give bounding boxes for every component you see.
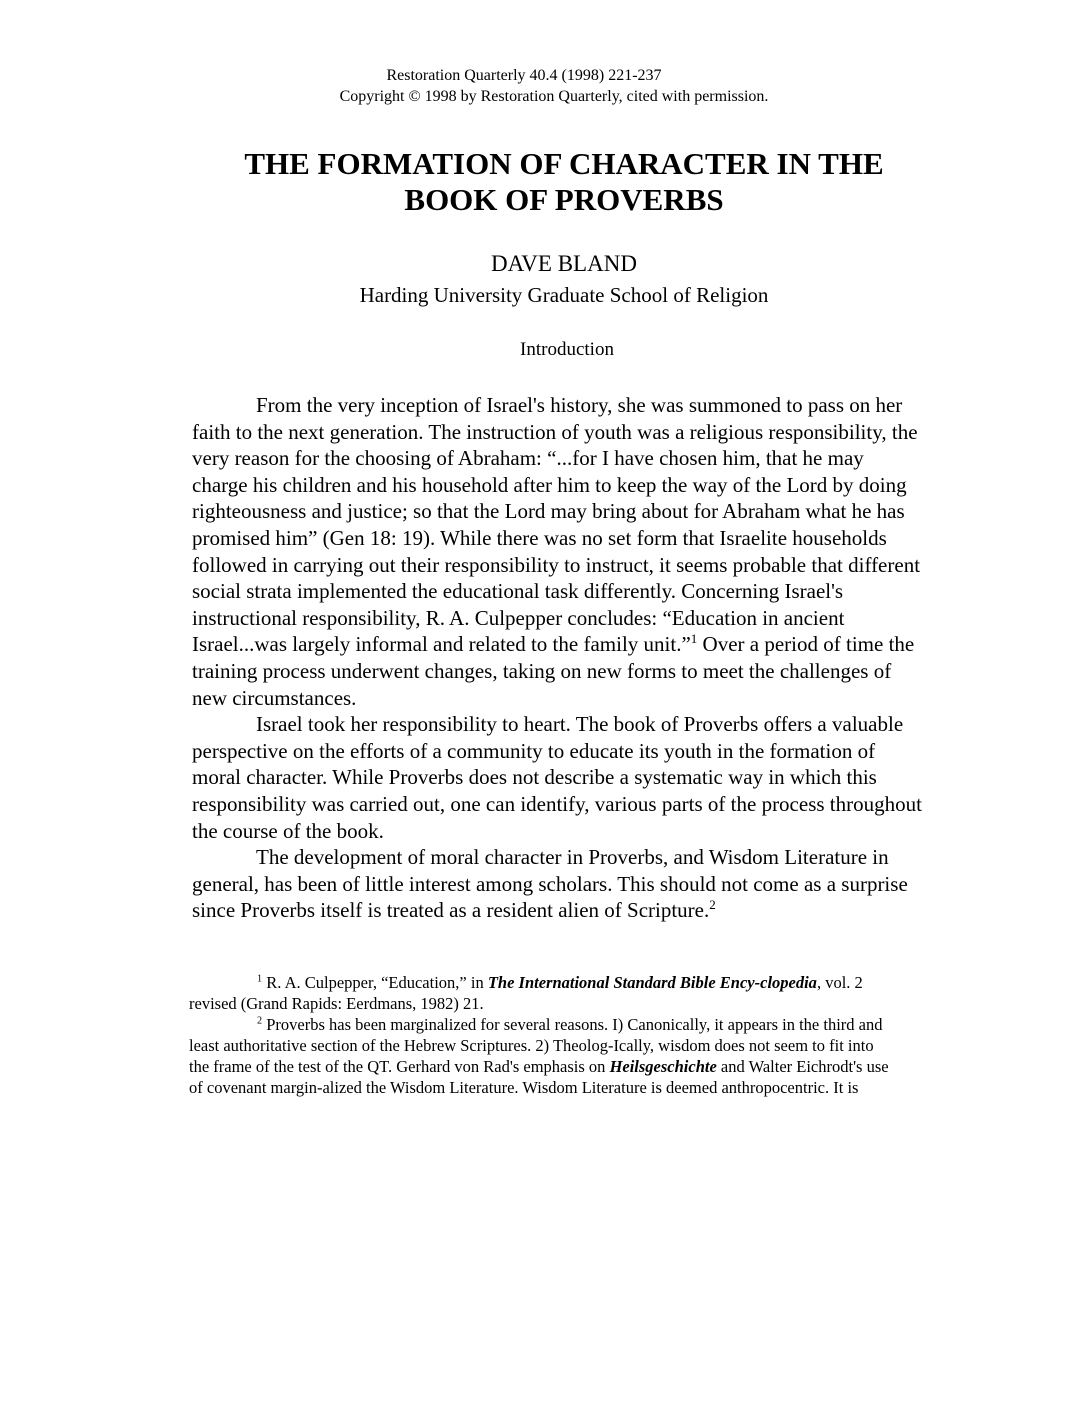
paragraph-text: Over a period of time the training process underwent changes, taking on new forms to meet the challenges of new circumstances. [192,632,915,710]
footnote-text: Proverbs has been marginalized for several reasons. I) Canonically, it appears in the third and least authoritative section of the Hebrew Scriptures. 2) Theolog-Ically, wisdom does not seem to fit into the frame of the test of the QT. Gerhard von Rad's emphasis on [189,1015,883,1076]
footnote-italic-title: The International Standard Bible Ency-clopedia [487,973,817,992]
footnote-reference: 1 [690,631,698,647]
footnote [189,972,894,1014]
paragraph-text: Israel took her responsibility to heart. The book of Proverbs offers a valuable perspective on the efforts of a community to educate its youth in the formation of moral character. While Proverbs does not describe a systematic way in which this responsibility was carried out, one can identify, various parts of the process throughout the course of the book. [192,712,922,843]
journal-citation: Restoration Quarterly 40.4 (1998) 221-237 [386,67,662,84]
article-body [192,392,922,924]
body-paragraph [192,392,922,711]
author-name: DAVE BLAND [491,251,637,276]
footnote-number: 2 [257,1015,263,1027]
footnotes [189,972,894,1098]
paragraph-text: The development of moral character in Proverbs, and Wisdom Literature in general, has been of little interest among scholars. This should not come as a surprise since Proverbs itself is treated as a resident alien of Scripture. [192,845,908,923]
footnote-text: and Walter Eichrodt's use of covenant margin-alized the Wisdom Literature. Wisdom Literature is deemed anthropocentric. It is [189,1057,889,1097]
body-paragraph [192,844,922,924]
footnote-reference: 2 [709,897,716,913]
footnote-text: , vol. 2 revised (Grand Rapids: Eerdmans, 1982) 21. [189,973,863,1013]
footnote [189,1014,894,1098]
article-title-line-1: THE FORMATION OF CHARACTER IN THE [244,146,884,181]
section-heading: Introduction [520,339,614,360]
footnote-number: 1 [257,973,263,985]
copyright-notice: Copyright © 1998 by Restoration Quarterly, cited with permission. [339,88,769,105]
footnote-text: R. A. Culpepper, “Education,” in [262,973,488,992]
article-title-line-2: BOOK OF PROVERBS [404,182,724,217]
paragraph-text: From the very inception of Israel's history, she was summoned to pass on her faith to the next generation. The instruction of youth was a religious responsibility, the very reason for the choosing of Abraham: “...for I have chosen him, that he may charge his children and his household after him to keep the way of the Lord by doing righteousness and justice; so that the Lord may bring about for Abraham what he has promised him” (Gen 18: 19). While there was no set form that Israelite households followed in carrying out their responsibility to instruct, it seems probable that different social strata implemented the educational task differently. Concerning Israel's instructional responsibility, R. A. Culpepper concludes: “Education in ancient Israel...was largely informal and related to the family unit.” [192,393,921,657]
author-affiliation: Harding University Graduate School of Religion [359,283,769,307]
body-paragraph [192,711,922,844]
footnote-italic-term: Heilsgeschichte [609,1057,717,1076]
article-title [0,146,1088,218]
